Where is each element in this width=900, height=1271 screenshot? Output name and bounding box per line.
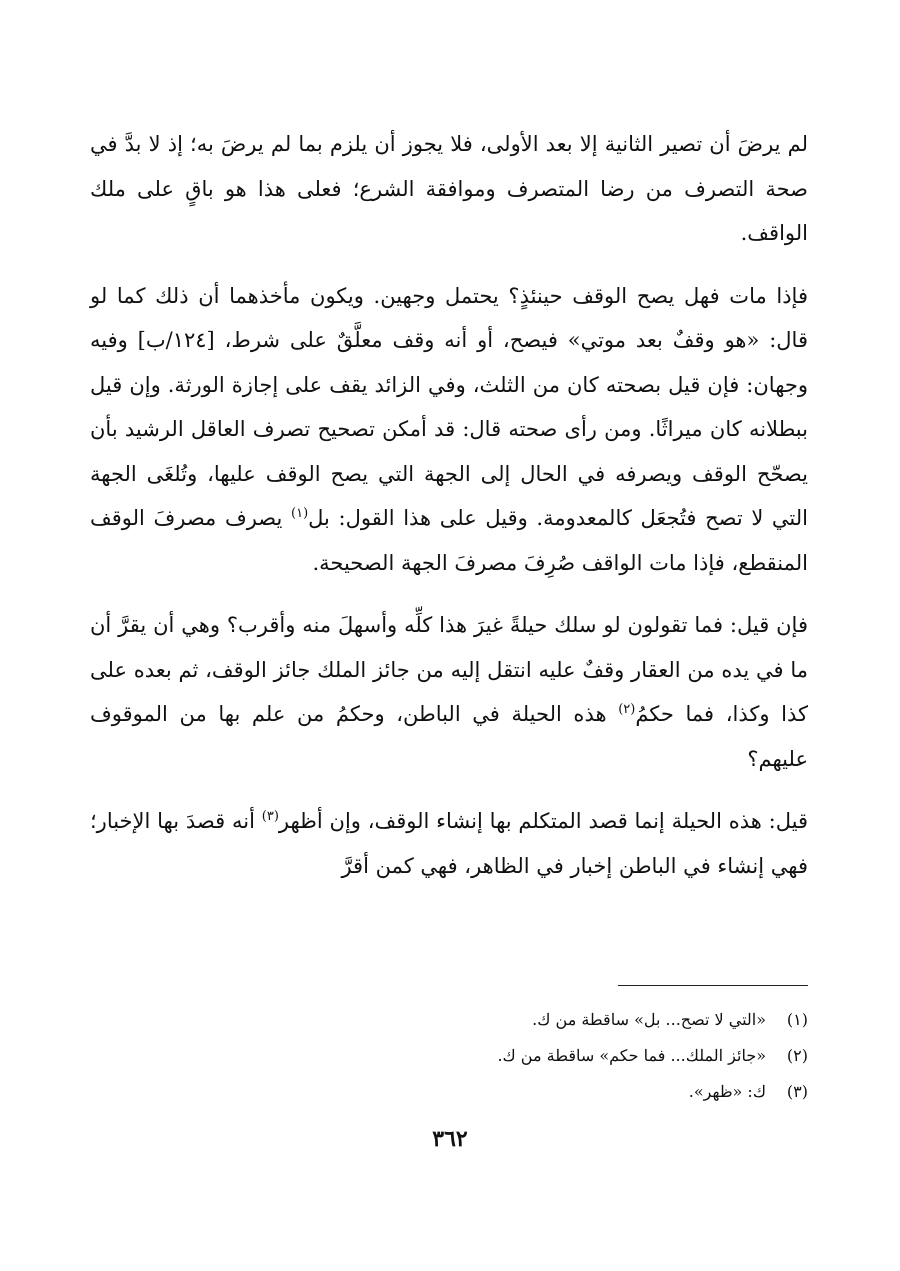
paragraph-4-text-b: أنه قصدَ بها الإخبار؛ فهي إنشاء في الباطن إخبار في الظاهر، فهي كمن أقرَّ: [90, 809, 808, 878]
paragraph-2-text-b: يصرف مصرفَ الوقف المنقطع، فإذا مات الواقف صُرِفَ مصرفَ الجهة الصحيحة.: [90, 506, 808, 575]
footnote-text: ك: «ظهر».: [688, 1082, 766, 1101]
footnote-number: (٣): [786, 1082, 808, 1101]
main-text: [90, 122, 808, 888]
paragraph-3-text-b: هذه الحيلة في الباطن، وحكمُ من علم بها من الموقوف عليهم؟: [90, 702, 808, 771]
footnote-text: «جائز الملك... فما حكم» ساقطة من ك.: [497, 1046, 766, 1065]
footnote-ref-2[interactable]: (٢): [618, 702, 636, 717]
paragraph-1: [90, 122, 808, 256]
footnotes-list: [90, 1002, 808, 1110]
paragraph-2-text-a: فإذا مات فهل يصح الوقف حينئذٍ؟ يحتمل وجهين. ويكون مأخذهما أن ذلك كما لو قال: «هو وقفٌ بعد موتي» فيصح، أو أنه وقف معلَّقٌ على شرط، [١٢٤/ب] وفيه وجهان: فإن قيل بصحته كان من الثلث، وفي الزائد يقف على إجازة الورثة. وإن قيل ببطلانه كان ميراثًا. ومن رأى صحته قال: قد أمكن تصحيح تصرف العاقل الرشيد بأن يصحّح الوقف ويصرفه في الحال إلى الجهة التي يصح الوقف عليها، وتُلغَى الجهة التي لا تصح فتُجعَل كالمعدومة. وقيل على هذا القول: بل: [90, 283, 808, 530]
footnote-ref-1[interactable]: (١): [291, 506, 309, 521]
footnote-item: [90, 1038, 808, 1074]
footnote-divider: [618, 985, 808, 986]
footnote-number: (١): [786, 1010, 808, 1029]
footnote-ref-3[interactable]: (٣): [261, 809, 279, 824]
footnote-number: (٢): [786, 1046, 808, 1065]
paragraph-1-text: لم يرضَ أن تصير الثانية إلا بعد الأولى، فلا يجوز أن يلزم بما لم يرضَ به؛ إذ لا بدَّ في صحة التصرف من رضا المتصرف وموافقة الشرع؛ فعلى هذا هو باقٍ على ملك الواقف.: [90, 132, 808, 245]
footnote-item: [90, 1074, 808, 1110]
page-number: ٣٦٢: [432, 1126, 468, 1152]
paragraph-3: [90, 603, 808, 781]
paragraph-4-text-a: قيل: هذه الحيلة إنما قصد المتكلم بها إنشاء الوقف، وإن أظهر: [278, 809, 808, 833]
footnote-text: «التي لا تصح... بل» ساقطة من ك.: [532, 1010, 766, 1029]
paragraph-4: [90, 799, 808, 888]
paragraph-3-text-a: فإن قيل: فما تقولون لو سلك حيلةً غيرَ هذا كلِّه وأسهلَ منه وأقرب؟ وهي أن يقرَّ أن ما في يده من العقار وقفٌ عليه انتقل إليه من جائز الملك جائز الوقف، ثم بعده على كذا وكذا، فما حكمُ: [90, 613, 808, 726]
paragraph-2: [90, 274, 808, 586]
footnote-item: [90, 1002, 808, 1038]
